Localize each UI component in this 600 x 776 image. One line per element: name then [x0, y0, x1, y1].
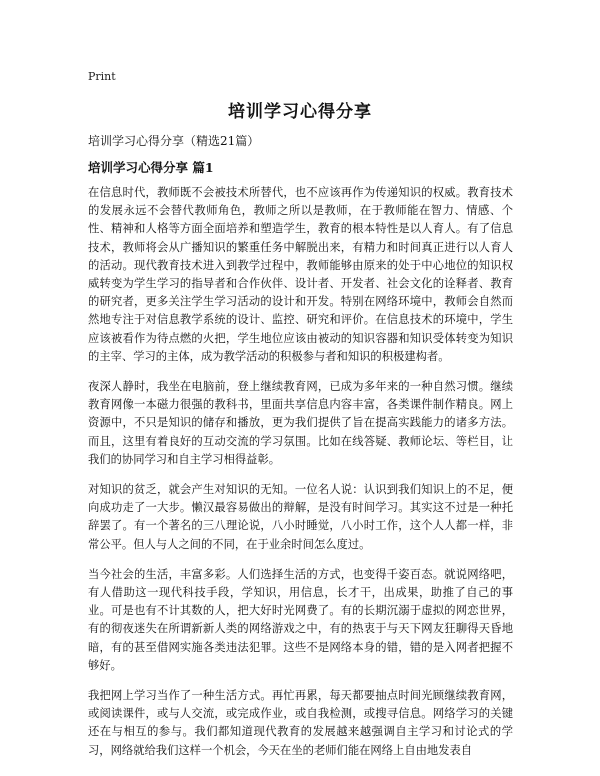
page-title: 培训学习心得分享	[228, 102, 372, 122]
paragraph: 夜深人静时，我坐在电脑前，登上继续教育网，已成为多年来的一种自然习惯。继续教育网像一本磁力很强的教科书，里面共享信息内容丰富，各类课件制作精良。网上资源中，不只是知识的储存和播放，更为我们提供了旨在提高实践能力的诸多方法。而且，这里有着良好的互动交流的学习氛围。比如在线答疑、教师论坛、等栏目，让我们的协同学习和自主学习相得益彰。	[88, 380, 513, 466]
paragraph: 当今社会的生活，丰富多彩。人们选择生活的方式，也变得千姿百态。就说网络吧，有人借助这一现代科技手段，学知识，用信息，长才干，出成果，助推了自己的事业。可是也有不计其数的人，把大好时光网费了。有的长期沉溺于虚拟的网恋世界，有的彻夜迷失在所谓新新人类的网络游戏之中，有的热衷于与天下网友狂聊得天昏地暗，有的甚至借网实施各类违法犯罪。这些不是网络本身的错，错的是入网者把握不够好。	[88, 567, 513, 672]
document-subtitle: 培训学习心得分享（精选21篇）	[88, 134, 260, 148]
print-link[interactable]: Print	[88, 70, 116, 83]
section-heading: 培训学习心得分享 篇1	[88, 160, 214, 175]
paragraph: 在信息时代，教师既不会被技术所替代，也不应该再作为传递知识的权威。教育技术的发展永远不会替代教师角色，教师之所以是教师，在于教师能在智力、情感、个性、精神和人格等方面全面培养和塑造学生，教育的根本特性是以人育人。有了信息技术，教师将会从广播知识的繁重任务中解脱出来，有精力和时间真正进行以人育人的活动。现代教育技术进入到教学过程中，教师能够由原来的处于中心地位的知识权威转变为学生学习的指导者和合作伙伴、设计者、开发者、社会文化的诠释者、教育的研究者，更多关注学生学习活动的设计和开发。特别在网络环境中，教师会自然而然地专注于对信息教学系统的设计、监控、研究和评价。在信息技术的环境中，学生应该被看作为待点燃的火把，学生地位应该由被动的知识容器和知识受体转变为知识的主宰、学习的主体，成为教学活动的积极参与者和知识的积极建构者。	[88, 186, 513, 363]
paragraph: 对知识的贫乏，就会产生对知识的无知。一位名人说：认识到我们知识上的不足，便向成功走了一大步。懒汉最容易做出的辩解，是没有时间学习。其实这不过是一种托辞罢了。有一个著名的三八理论说，八小时睡觉，八小时工作，这个人人都一样，非常公平。但人与人之间的不同，在于业余时间怎么度过。	[88, 483, 513, 551]
paragraph: 我把网上学习当作了一种生活方式。再忙再累，每天都要抽点时间光顾继续教育网，或阅读课件，或与人交流，或完成作业，或自我检测，或搜寻信息。网络学习的关键还在与相互的参与。我们都知道现代教育的发展越来越强调自主学习和讨论式的学习，网络就给我们这样一个机会，今天在坐的老师们能在网络上自由地发表自	[88, 689, 513, 757]
article-body	[88, 184, 513, 772]
